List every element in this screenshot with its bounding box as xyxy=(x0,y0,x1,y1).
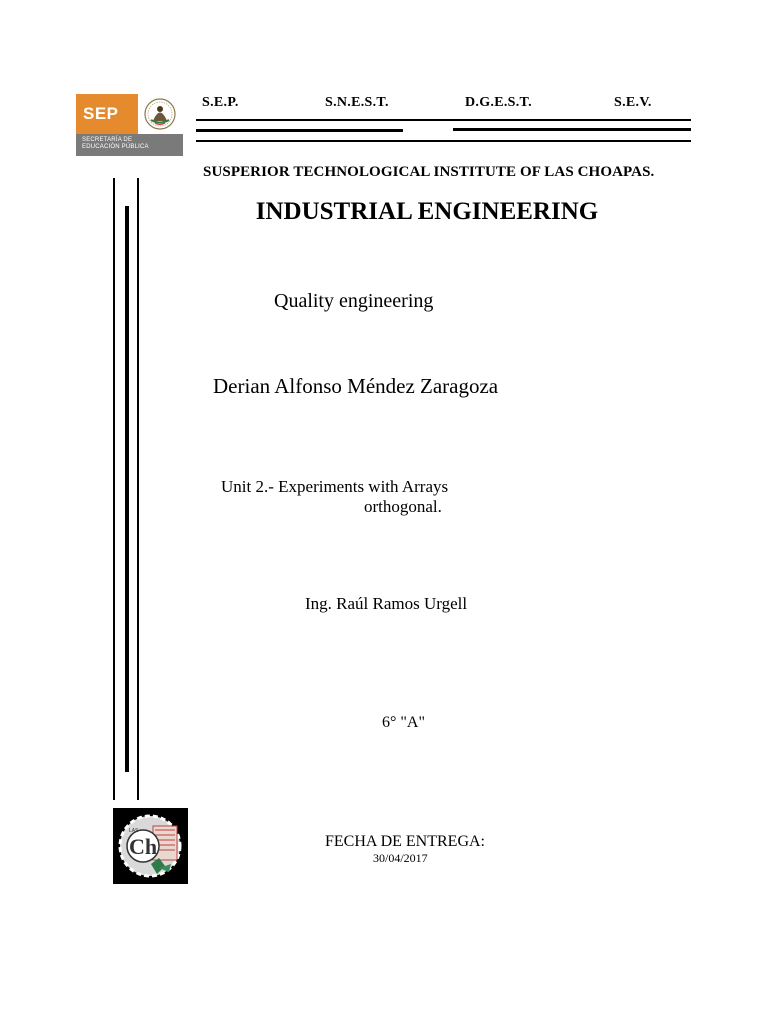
sep-logo-orange-block xyxy=(76,94,138,134)
header-sev: S.E.V. xyxy=(614,95,652,110)
sep-logo-text: SEP xyxy=(83,104,119,123)
career-title: INDUSTRIAL ENGINEERING xyxy=(255,198,599,225)
vertical-rule-center xyxy=(125,206,129,772)
mexico-seal-icon xyxy=(138,94,183,134)
header-snest: S.N.E.S.T. xyxy=(325,95,389,110)
svg-text:Ch: Ch xyxy=(128,834,158,859)
student-name: Derian Alfonso Méndez Zaragoza xyxy=(213,374,499,398)
header-rule-top xyxy=(196,119,691,121)
delivery-date-value: 30/04/2017 xyxy=(373,851,428,865)
sep-logo-subtext: SECRETARÍA DE EDUCACIÓN PÚBLICA xyxy=(82,137,149,150)
subject-name: Quality engineering xyxy=(274,290,434,312)
header-rule-right xyxy=(453,128,691,131)
svg-text:LAS: LAS xyxy=(129,828,139,834)
unit-title-line2: orthogonal. xyxy=(364,497,442,516)
sep-logo xyxy=(76,94,183,156)
header-rule-left xyxy=(196,129,403,132)
header-sep: S.E.P. xyxy=(202,95,239,110)
teacher-name: Ing. Raúl Ramos Urgell xyxy=(305,594,468,613)
unit-title-line1: Unit 2.- Experiments with Arrays xyxy=(221,477,449,496)
institute-logo xyxy=(113,808,188,884)
header-rule-bottom xyxy=(196,140,691,142)
institute-name: SUSPERIOR TECHNOLOGICAL INSTITUTE OF LAS CHOAPAS. xyxy=(203,164,655,180)
vertical-rule-right xyxy=(137,178,139,800)
sep-logo-top xyxy=(76,94,183,134)
header-dgest: D.G.E.S.T. xyxy=(465,95,532,110)
delivery-date-label: FECHA DE ENTREGA: xyxy=(325,833,485,850)
vertical-rule-left xyxy=(113,178,115,800)
group-label: 6° "A" xyxy=(382,714,426,731)
